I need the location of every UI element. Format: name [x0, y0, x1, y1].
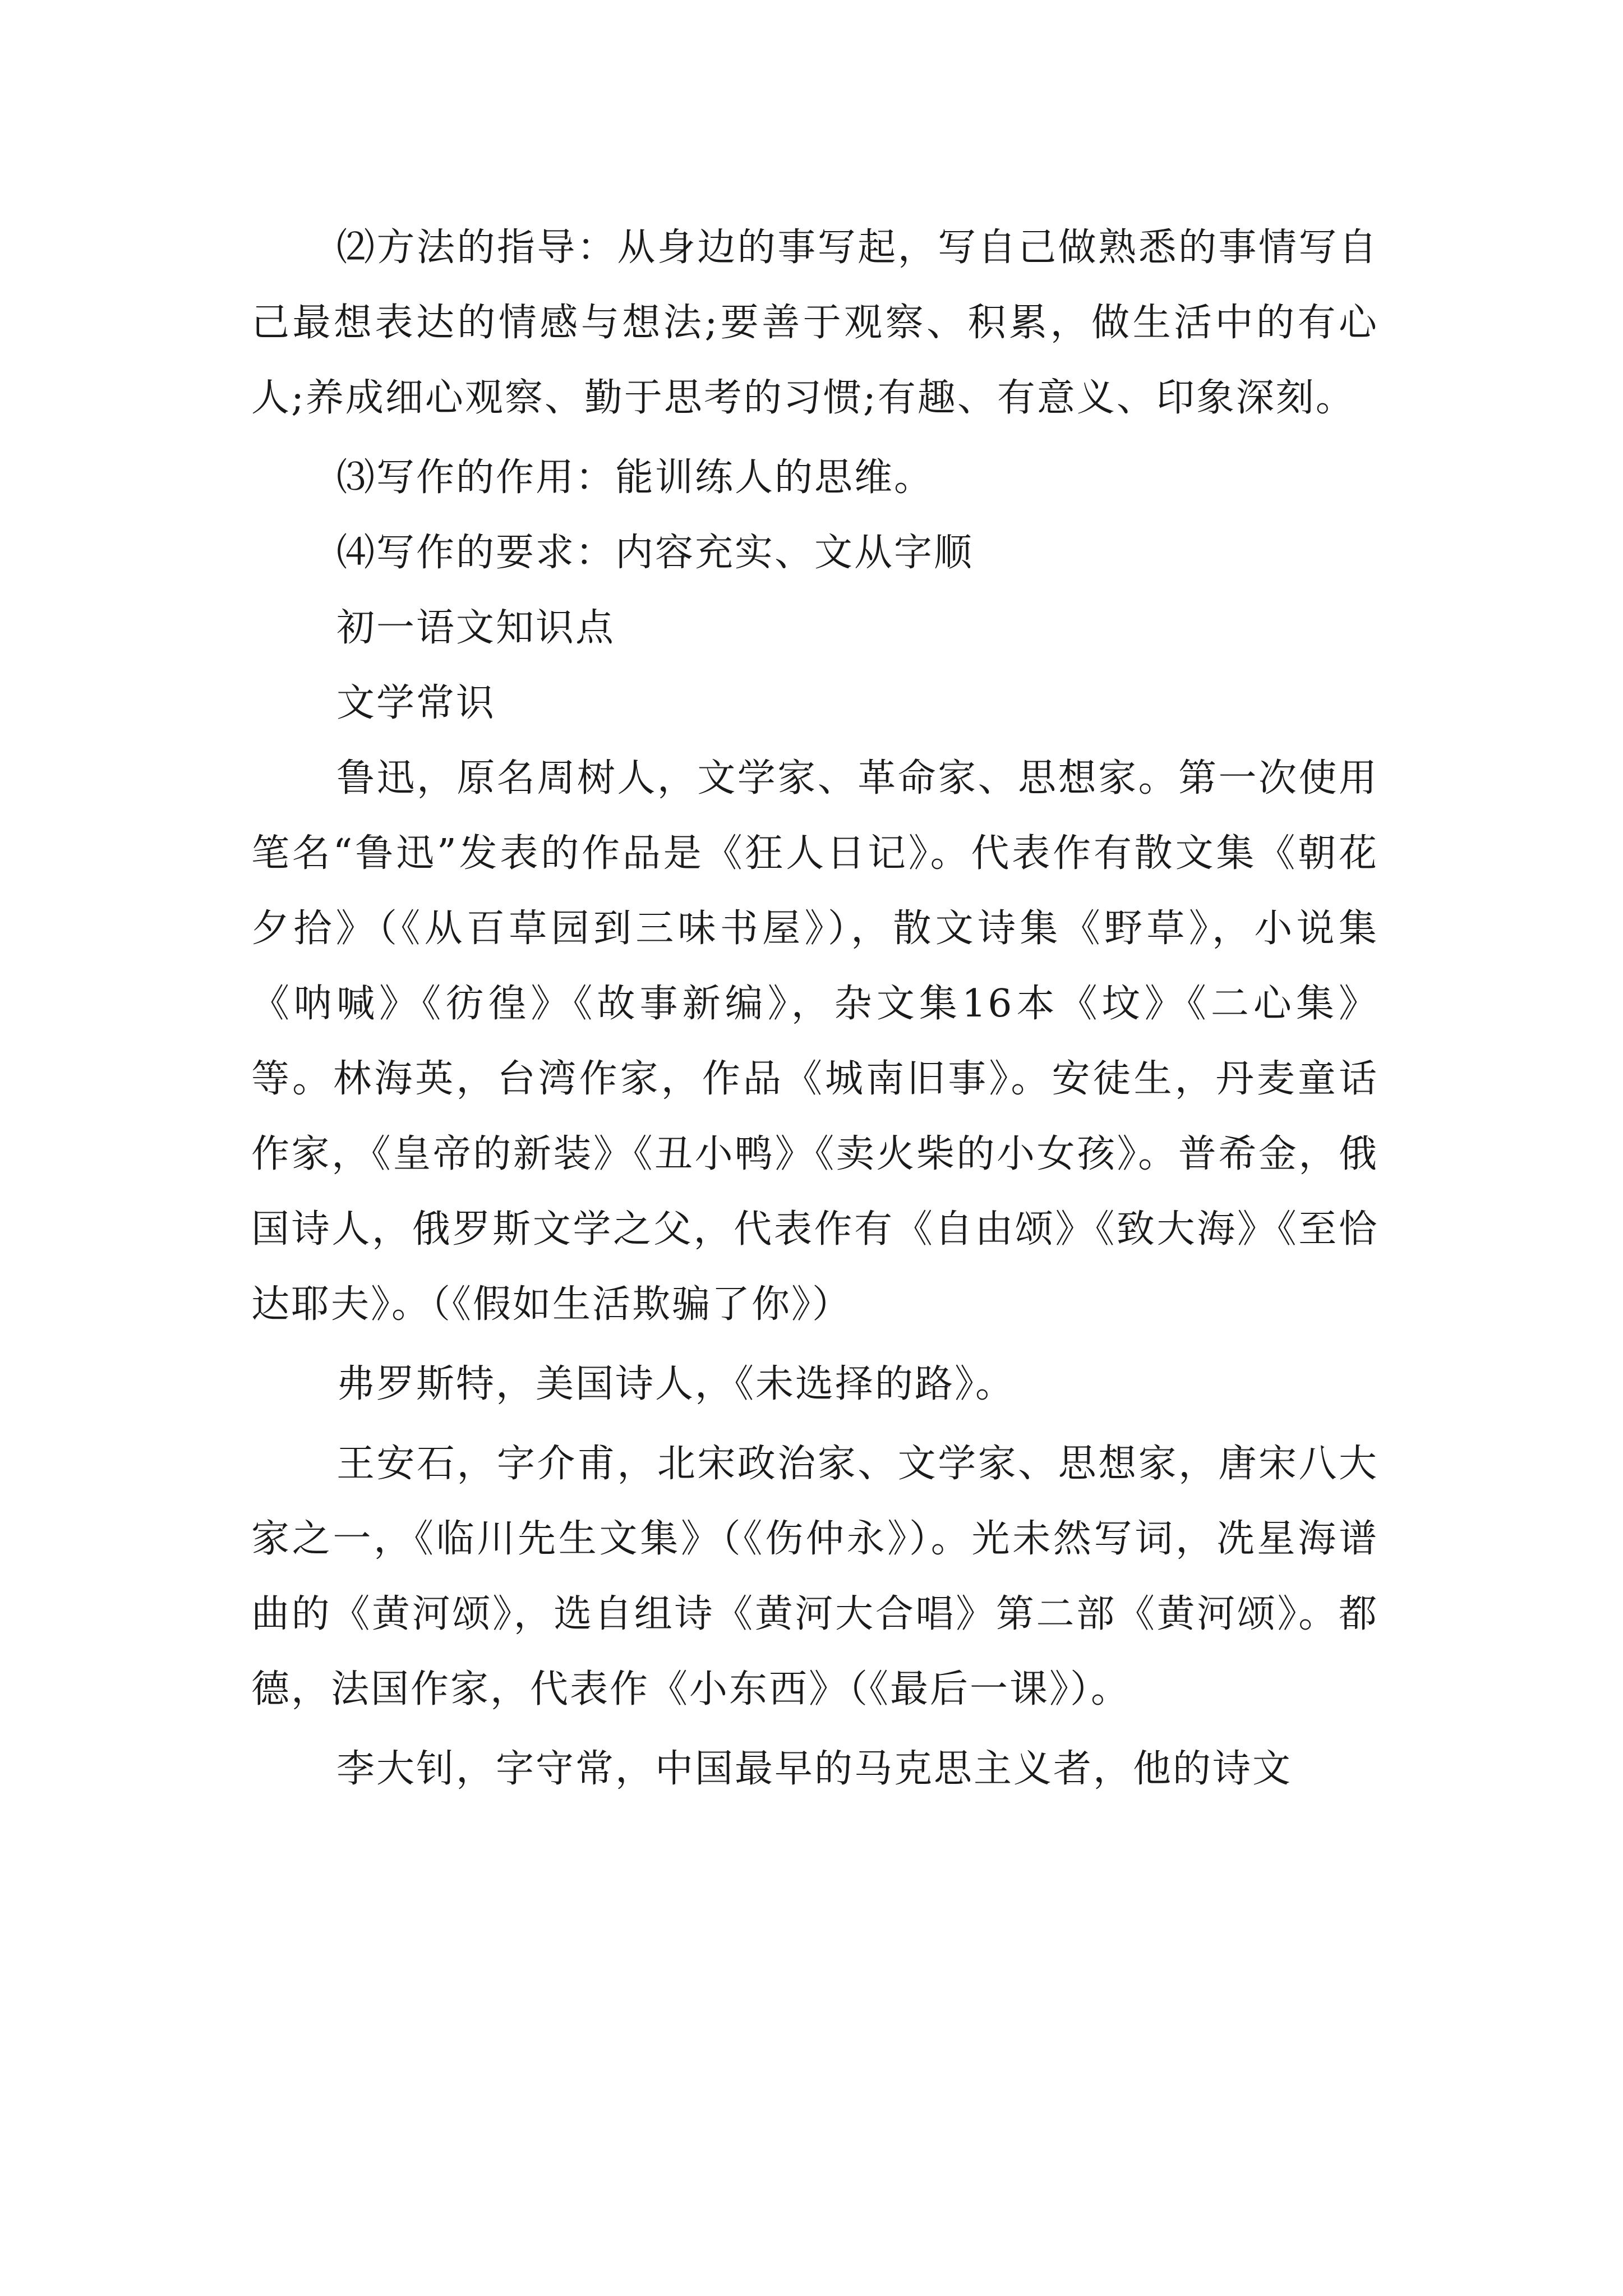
document-body: [251, 210, 1378, 1807]
section-heading-grade-one-chinese: 初一语文知识点: [336, 606, 616, 650]
paragraph-writing-requirements: ⑷写作的要求：内容充实、文从字顺: [336, 531, 974, 575]
paragraph-writing-function: ⑶写作的作用：能训练人的思维。: [336, 455, 934, 500]
paragraph-frost: 弗罗斯特，美国诗人，《未选择的路》。: [336, 1362, 1016, 1406]
section-heading-literary-knowledge: 文学常识: [336, 681, 496, 725]
paragraph-lu-xun: 鲁迅，原名周树人，文学家、革命家、思想家。第一次使用笔名“鲁迅”发表的作品是《狂人日记》。代表作有散文集《朝花夕拾》（《从百草园到三味书屋》），散文诗集《野草》，小说集《呐喊》《彷徨》《故事新编》，杂文集16本《坟》《二心集》等。林海英，台湾作家，作品《城南旧事》。安徒生，丹麦童话作家，《皇帝的新装》《丑小鸭》《卖火柴的小女孩》。普希金，俄 国诗人，俄罗斯文学之父，代表作有《自由颂》《致大海》《至恰达耶夫》。（《假如生活欺骗了你》）: [251, 756, 1378, 1327]
paragraph-wang-anshi: 王安石，字介甫，北宋政治家、文学家、思想家，唐宋八大家之一，《临川先生文集》（《伤仲永》）。光未然写词，冼星海谱曲的《黄河颂》，选自组诗《黄河大合唱》第二部《黄河颂》。都德，法国作家，代表作《小东西》（《最后一课》）。: [251, 1442, 1378, 1711]
paragraph-writing-method: ⑵方法的指导：从身边的事写起，写自己做熟悉的事情写自己最想表达的情感与想法;要善于观察、积累，做生活中的有心人;养成细心观察、勤于思考的习惯;有趣、有意义、印象深刻。: [251, 226, 1378, 420]
paragraph-li-dazhao: 李大钊，字守常，中国最早的马克思主义者，他的诗文: [336, 1747, 1293, 1791]
